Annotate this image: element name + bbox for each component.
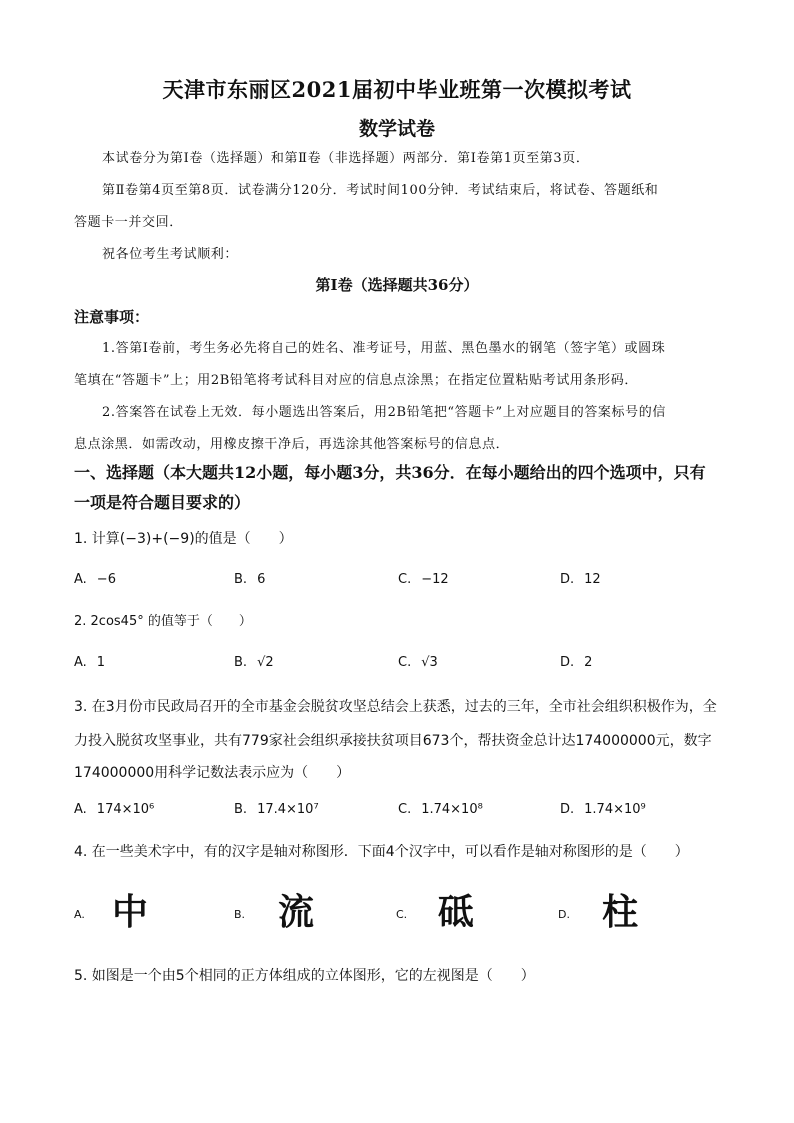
option-label: A.	[74, 572, 87, 587]
option-label: D.	[560, 655, 575, 670]
option-text: √3	[421, 655, 438, 670]
option-label: A.	[74, 655, 87, 670]
section1-heading-b: 一项是符合题目要求的）	[74, 493, 251, 512]
question-4-stem: 4. 在一些美术字中，有的汉字是轴对称图形．下面4个汉字中，可以看作是轴对称图形的是（ ）	[74, 844, 689, 860]
option-label: D.	[560, 802, 575, 817]
option-b	[234, 572, 265, 587]
option-label: C.	[398, 572, 412, 587]
option-text: 1.74×10⁸	[421, 802, 483, 817]
question-2-options	[74, 655, 724, 675]
part1-heading: 第Ⅰ卷（选择题共36分）	[315, 276, 479, 294]
notice-1a: 1.答第Ⅰ卷前，考生务必先将自己的姓名、准考证号，用蓝、黑色墨水的钢笔（签字笔）或圆珠	[102, 341, 666, 356]
option-text: 17.4×10⁷	[257, 802, 319, 817]
notice-2a: 2.答案答在试卷上无效．每小题选出答案后，用2B铅笔把“答题卡”上对应题目的答案标号的信	[102, 405, 666, 420]
question-4-options	[74, 890, 724, 940]
intro-line-3: 答题卡一并交回．	[74, 215, 183, 230]
option-text: 12	[584, 572, 601, 587]
option-a	[74, 802, 154, 817]
section1-heading-a: 一、选择题（本大题共12小题，每小题3分，共36分．在每小题给出的四个选项中，只有	[74, 463, 706, 482]
notice-2b: 息点涂黑．如需改动，用橡皮擦干净后，再选涂其他答案标号的信息点．	[74, 437, 510, 452]
option-label: B.	[234, 572, 248, 587]
exam-subtitle: 数学试卷	[358, 118, 435, 140]
option-label: A.	[74, 908, 85, 921]
option-b	[234, 655, 274, 670]
option-label: C.	[396, 908, 408, 921]
notice-title: 注意事项：	[74, 308, 150, 326]
option-c	[398, 802, 483, 817]
option-c	[398, 655, 438, 670]
question-3-stem-a: 3. 在3月份市民政局召开的全市基金会脱贫攻坚总结会上获悉，过去的三年，全市社会组织积极作为，全	[74, 699, 717, 715]
question-3-stem-c: 174000000用科学记数法表示应为（ ）	[74, 765, 351, 781]
question-1-stem: 1. 计算(−3)+(−9)的值是（ ）	[74, 531, 293, 547]
intro-line-2: 第Ⅱ卷第4页至第8页．试卷满分120分．考试时间100分钟．考试结束后，将试卷、答题纸和	[102, 183, 659, 198]
intro-line-1: 本试卷分为第Ⅰ卷（选择题）和第Ⅱ卷（非选择题）两部分．第Ⅰ卷第1页至第3页．	[102, 151, 590, 166]
option-text: −12	[421, 572, 449, 587]
exam-title: 天津市东丽区2021届初中毕业班第一次模拟考试	[162, 77, 632, 102]
option-text: √2	[257, 655, 274, 670]
option-text: 174×10⁶	[96, 802, 155, 817]
option-label: C.	[398, 655, 412, 670]
option-b	[234, 802, 319, 817]
option-text: 1	[96, 655, 106, 670]
option-d	[560, 572, 601, 587]
notice-1b: 笔填在“答题卡”上；用2B铅笔将考试科目对应的信息点涂黑；在指定位置粘贴考试用条形码．	[74, 373, 638, 388]
option-label: D.	[560, 572, 575, 587]
option-text: −6	[96, 572, 116, 587]
option-label: B.	[234, 802, 248, 817]
option-d	[560, 655, 592, 670]
option-label: D.	[558, 908, 570, 921]
option-text: 2	[584, 655, 593, 670]
option-label: A.	[74, 802, 87, 817]
question-2-stem: 2. 2cos45° 的值等于（ ）	[74, 614, 252, 629]
question-1-options	[74, 572, 724, 592]
question-5-stem: 5. 如图是一个由5个相同的正方体组成的立体图形，它的左视图是（ ）	[74, 968, 535, 984]
option-c	[398, 572, 449, 587]
option-label: B.	[234, 655, 248, 670]
question-3-options	[74, 802, 724, 822]
intro-line-4: 祝各位考生考试顺利：	[102, 247, 239, 262]
option-text: 1.74×10⁹	[584, 802, 646, 817]
option-a	[74, 572, 116, 587]
option-character: 中	[112, 892, 149, 933]
option-character: 柱	[602, 892, 639, 933]
option-a	[74, 655, 105, 670]
question-3-stem-b: 力投入脱贫攻坚事业，共有779家社会组织承接扶贫项目673个，帮扶资金总计达174000000元，数字	[74, 733, 712, 749]
option-text: 6	[257, 572, 266, 587]
option-label: B.	[234, 908, 246, 921]
option-d	[560, 802, 646, 817]
option-character: 流	[278, 892, 315, 933]
option-label: C.	[398, 802, 412, 817]
option-character: 砥	[438, 892, 475, 933]
